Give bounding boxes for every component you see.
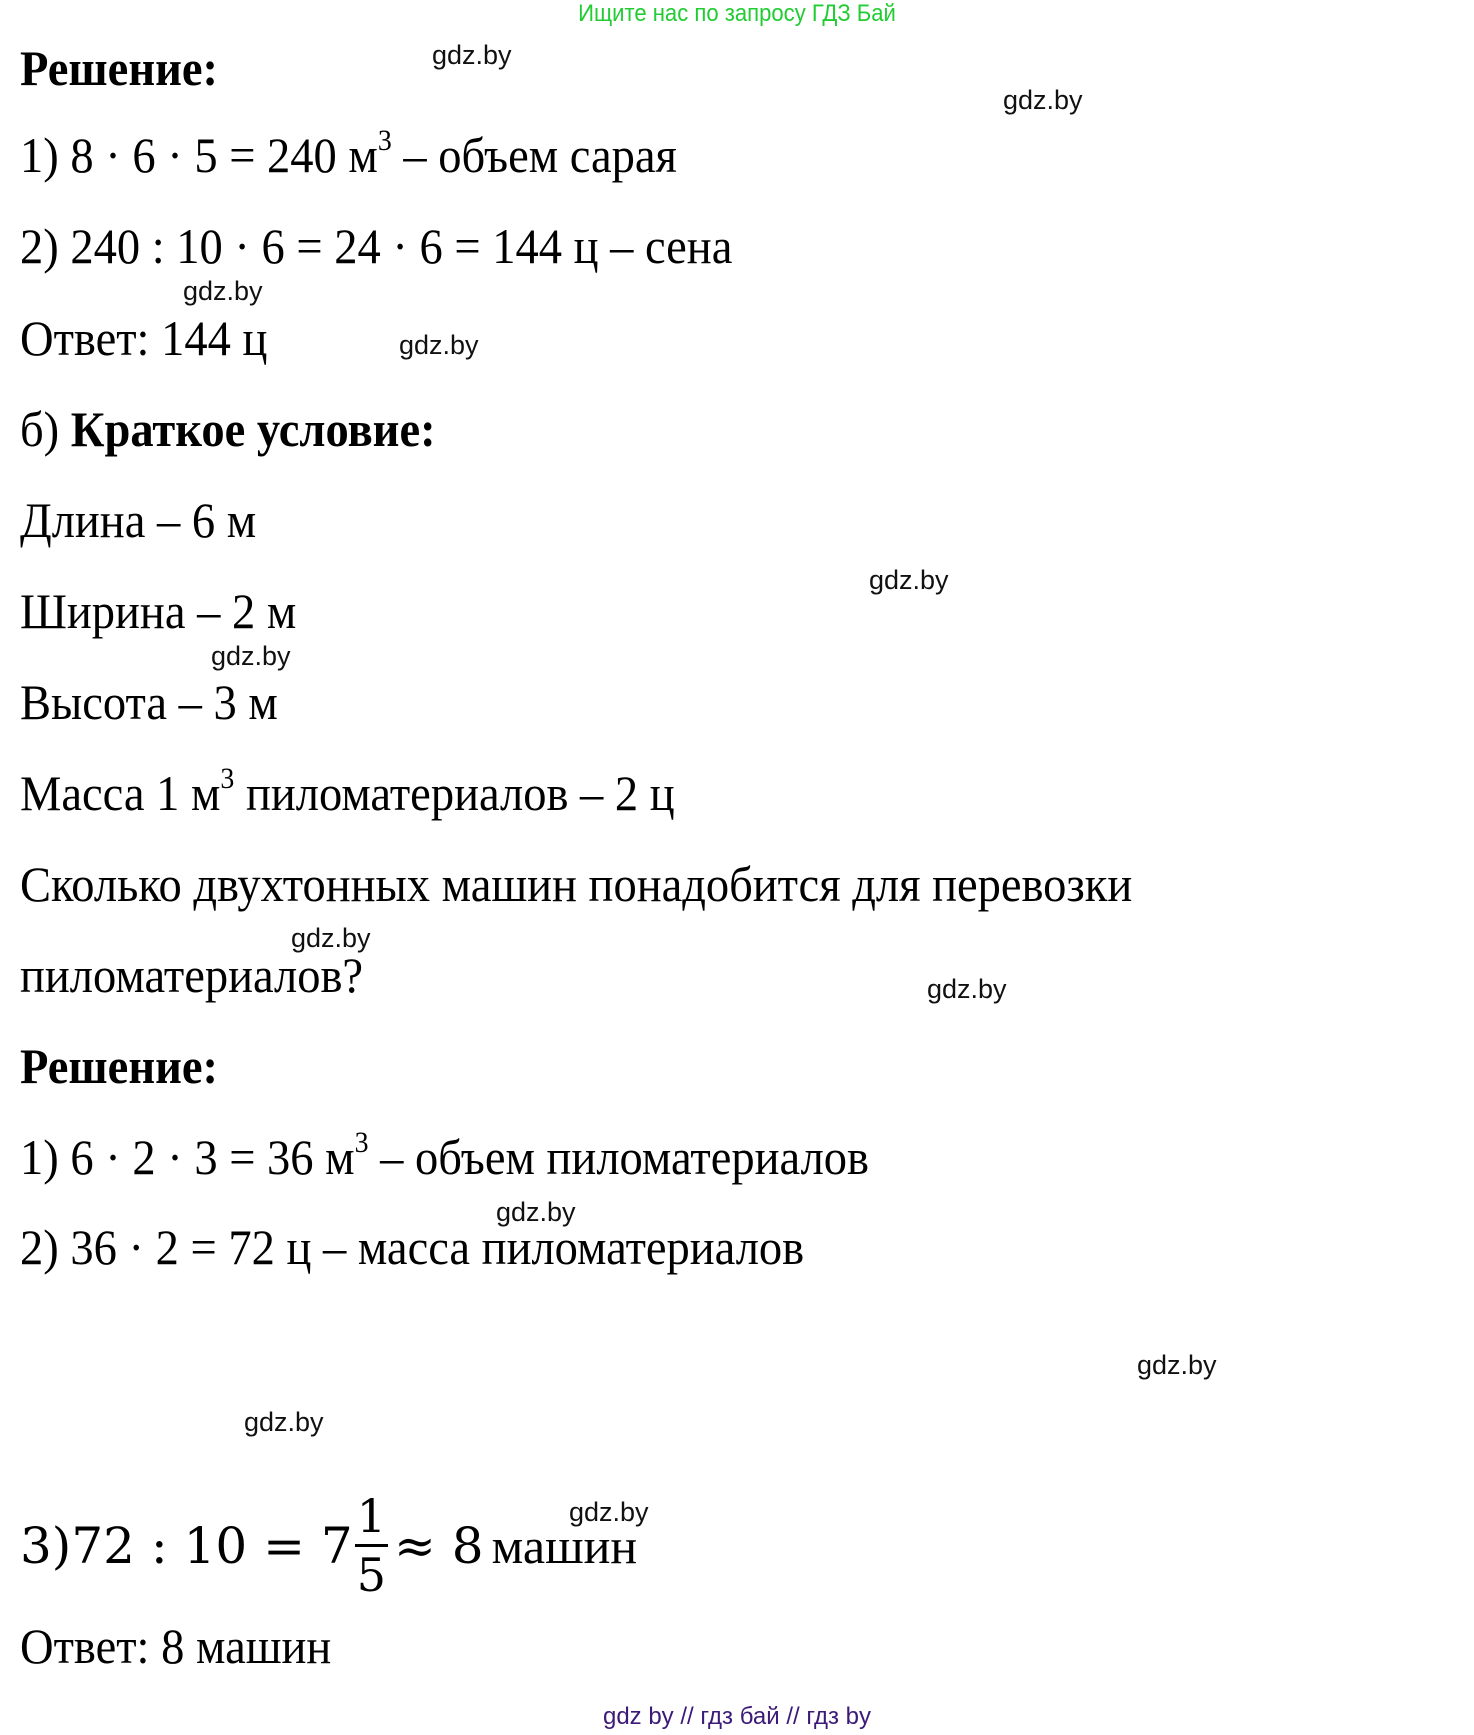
solution-heading-a: Решение: — [20, 40, 219, 96]
mass-after: пиломатериалов – 2 ц — [234, 765, 675, 821]
step-tail: – объем пиломатериалов — [368, 1129, 869, 1185]
solution-a-step-2: 2) 240 : 10 · 6 = 24 · 6 = 144 ц – сена — [20, 218, 733, 274]
superscript: 3 — [354, 1126, 369, 1159]
solution-b-step-2: 2) 36 · 2 = 72 ц – масса пиломатериалов — [20, 1219, 805, 1275]
watermark: gdz.by — [244, 1407, 324, 1437]
watermark: gdz.by — [1003, 85, 1083, 115]
solution-a-step-1 — [20, 124, 677, 183]
short-condition-heading: Краткое условие: — [70, 401, 436, 457]
step-3-expression: 3)72 : 10 = 7 — [20, 1516, 353, 1575]
superscript: 3 — [220, 762, 235, 795]
step-text: 1) 6 · 2 · 3 = 36 м — [20, 1129, 355, 1185]
condition-width: Ширина – 2 м — [20, 583, 297, 639]
search-banner: Ищите нас по запросу ГДЗ Бай — [578, 0, 896, 27]
question-line-2: пиломатериалов? — [20, 947, 364, 1003]
part-b-prefix: б) — [20, 401, 71, 457]
question-line-1: Сколько двухтонных машин понадобится для перевозки — [20, 856, 1133, 912]
part-b-heading — [20, 401, 436, 457]
approx-value: ≈ 8 — [393, 1516, 484, 1575]
fraction-numerator: 1 — [355, 1488, 388, 1547]
watermark: gdz.by — [569, 1497, 649, 1527]
watermark: gdz.by — [496, 1197, 576, 1227]
answer-a: Ответ: 144 ц — [20, 310, 268, 366]
condition-height: Высота – 3 м — [20, 674, 278, 730]
footer-links: gdz by // гдз бай // гдз by — [602, 1703, 872, 1730]
solution-heading-b: Решение: — [20, 1038, 219, 1094]
watermark: gdz.by — [1137, 1350, 1217, 1380]
step-tail: – объем сарая — [391, 127, 677, 183]
watermark: gdz.by — [432, 40, 512, 70]
watermark: gdz.by — [211, 641, 291, 671]
watermark: gdz.by — [927, 974, 1007, 1004]
unit-word: машин — [491, 1517, 638, 1574]
fraction — [355, 1488, 388, 1603]
condition-mass — [20, 762, 675, 821]
superscript: 3 — [377, 124, 392, 157]
mass-before: Масса 1 м — [20, 765, 221, 821]
condition-length: Длина – 6 м — [20, 492, 257, 548]
watermark: gdz.by — [869, 565, 949, 595]
solution-b-step-1 — [20, 1126, 869, 1185]
watermark: gdz.by — [399, 330, 479, 360]
fraction-denominator: 5 — [356, 1548, 386, 1602]
solution-b-step-3 — [20, 1488, 637, 1603]
step-text: 1) 8 · 6 · 5 = 240 м — [20, 127, 378, 183]
watermark: gdz.by — [183, 276, 263, 306]
watermark: gdz.by — [291, 923, 371, 953]
answer-b: Ответ: 8 машин — [20, 1618, 332, 1674]
